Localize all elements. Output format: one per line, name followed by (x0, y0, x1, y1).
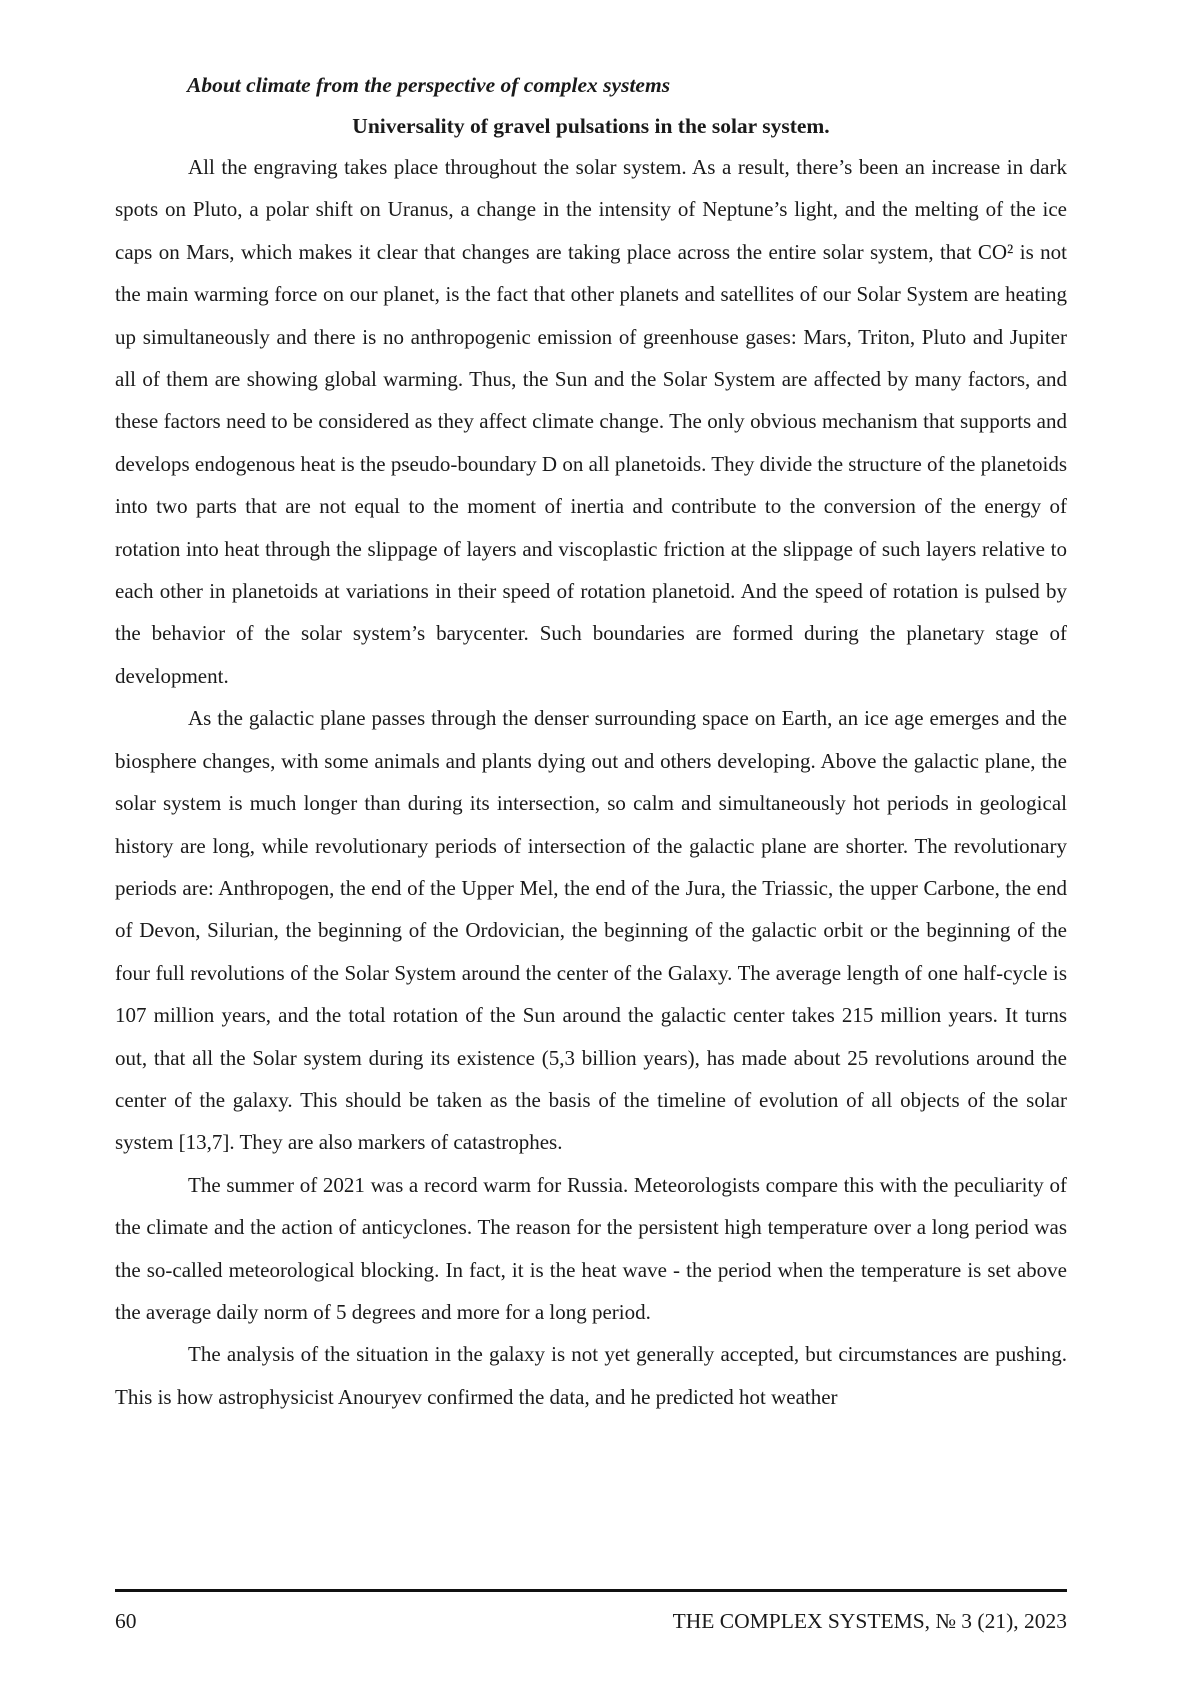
section-title: Universality of gravel pulsations in the solar system. (352, 114, 830, 138)
footer-divider (115, 1589, 1067, 1592)
paragraph-4: The analysis of the situation in the galaxy is not yet generally accepted, but circumstances are pushing. This is how astrophysicist Anouryev confirmed the data, and he predicted hot weather (115, 1342, 1067, 1409)
paragraph-1: All the engraving takes place throughout the solar system. As a result, there’s been an increase in dark spots on Pluto, a polar shift on Uranus, a change in the intensity of Neptune’s light, and the melting of the ice caps on Mars, which makes it clear that changes are taking place across the entire solar system, that CO² is not the main warming force on our planet, is the fact that other planets and satellites of our Solar System are heating up simultaneously and there is no anthropogenic emission of greenhouse gases: Mars, Triton, Pluto and Jupiter all of them are showing global warming. Thus, the Sun and the Solar System are affected by many factors, and these factors need to be considered as they affect climate change. The only obvious mechanism that supports and develops endogenous heat is the pseudo-boundary D on all planetoids. They divide the structure of the planetoids into two parts that are not equal to the moment of inertia and contribute to the conversion of the energy of rotation into heat through the slippage of layers and viscoplastic friction at the slippage of such layers relative to each other in planetoids at variations in their speed of rotation planetoid. And the speed of rotation is pulsed by the behavior of the solar system’s barycenter. Such boundaries are formed during the planetary stage of development. (115, 155, 1067, 688)
page-footer (115, 1608, 1067, 1634)
page-body (115, 72, 1067, 1418)
journal-citation: THE COMPLEX SYSTEMS, № 3 (21), 2023 (672, 1609, 1067, 1633)
paragraph-3: The summer of 2021 was a record warm for Russia. Meteorologists compare this with the peculiarity of the climate and the action of anticyclones. The reason for the persistent high temperature over a long period was the so-called meteorological blocking. In fact, it is the heat wave - the period when the temperature is set above the average daily norm of 5 degrees and more for a long period. (115, 1172, 1067, 1324)
running-title: About climate from the perspective of complex systems (187, 73, 671, 97)
paragraph-2: As the galactic plane passes through the denser surrounding space on Earth, an ice age emerges and the biosphere changes, with some animals and plants dying out and others developing. Above the galactic plane, the solar system is much longer than during its intersection, so calm and simultaneously hot periods in geological history are long, while revolutionary periods of intersection of the galactic plane are shorter. The revolutionary periods are: Anthropogen, the end of the Upper Mel, the end of the Jura, the Triassic, the upper Carbone, the end of Devon, Silurian, the beginning of the Ordovician, the beginning of the galactic orbit or the beginning of the four full revolutions of the Solar System around the center of the Galaxy. The average length of one half-cycle is 107 million years, and the total rotation of the Sun around the galactic center takes 215 million years. It turns out, that all the Solar system during its existence (5,3 billion years), has made about 25 revolutions around the center of the galaxy. This should be taken as the basis of the timeline of evolution of all objects of the solar system [13,7]. They are also markers of catastrophes. (115, 706, 1067, 1155)
page-number: 60 (115, 1609, 137, 1633)
